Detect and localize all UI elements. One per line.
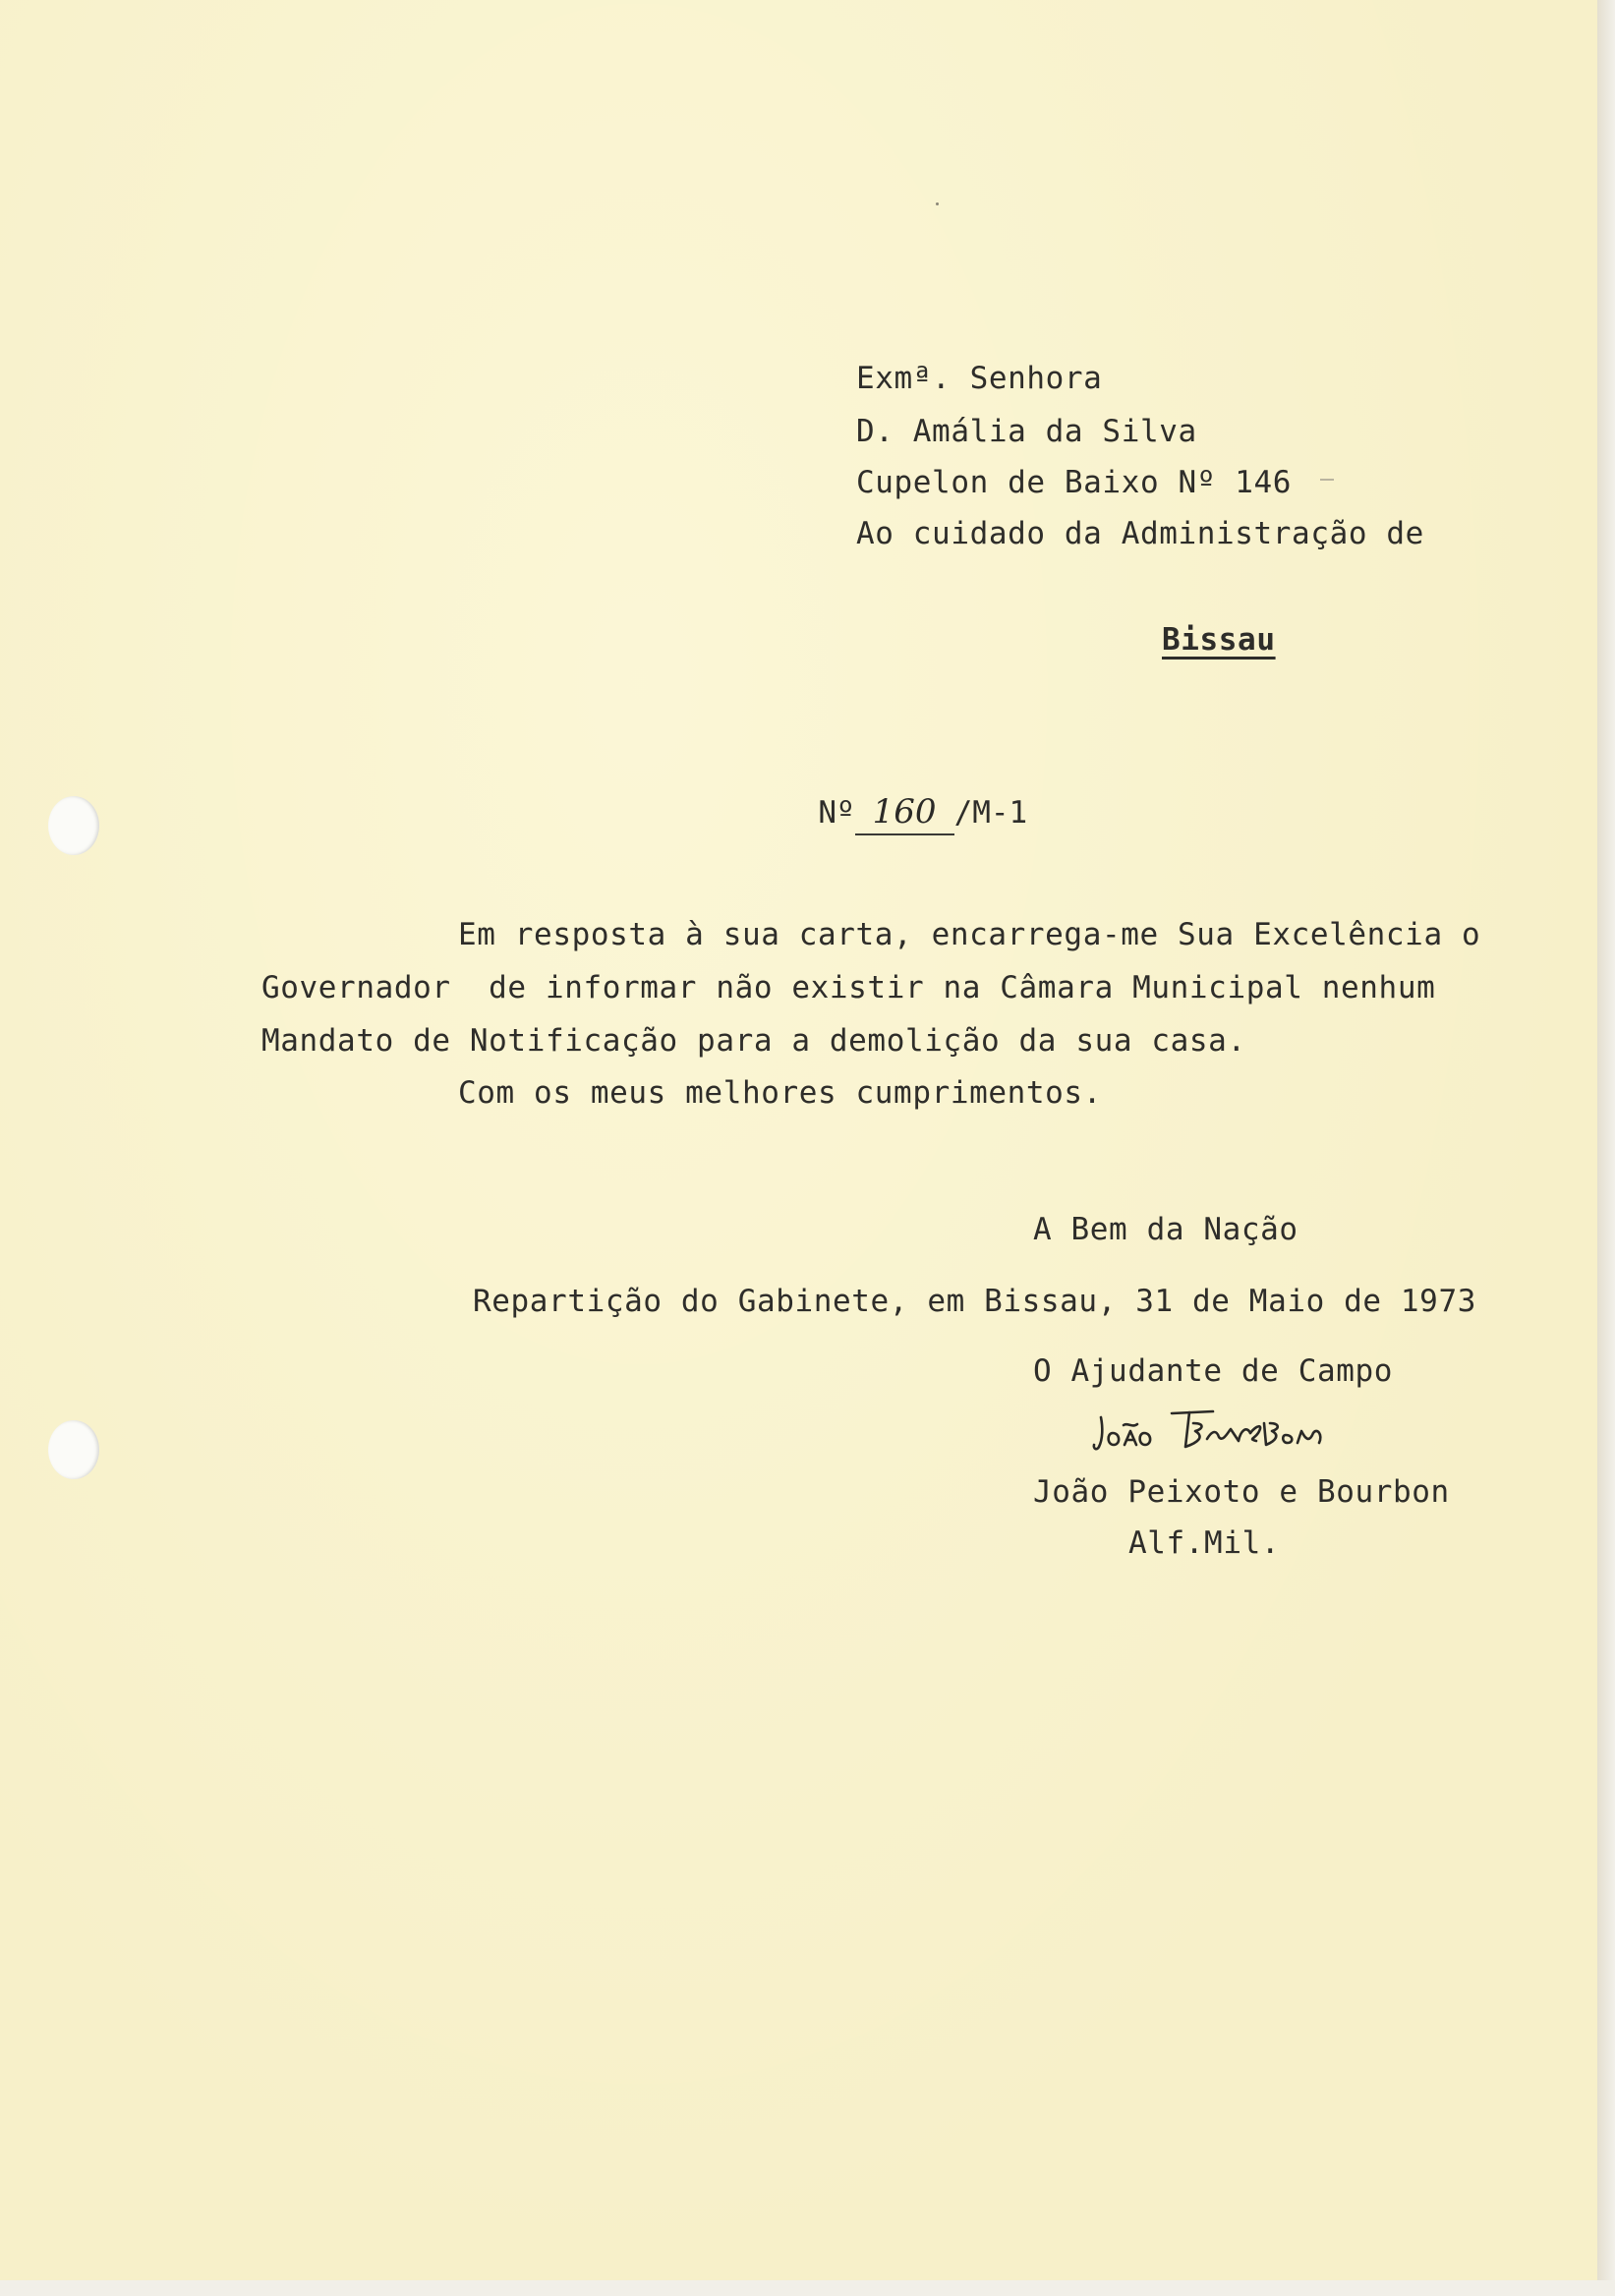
reference-prefix: Nº xyxy=(818,795,855,831)
scan-bottom-edge xyxy=(0,2280,1615,2296)
signer-rank: Alf.Mil. xyxy=(1128,1525,1281,1561)
recipient-name: D. Amália da Silva xyxy=(856,414,1197,449)
paper-speck xyxy=(936,202,939,205)
signer-name: João Peixoto e Bourbon xyxy=(1033,1474,1450,1510)
recipient-city: Bissau xyxy=(1162,622,1276,658)
closing-place-date: Repartição do Gabinete, em Bissau, 31 de Maio de 1973 xyxy=(473,1284,1476,1319)
paper-speck xyxy=(1320,479,1334,481)
scan-edge xyxy=(1597,0,1615,2296)
body-line-1: Em resposta à sua carta, encarrega-me Sua Excelência o xyxy=(458,917,1481,952)
handwritten-signature xyxy=(1091,1396,1386,1464)
reference-suffix: /M-1 xyxy=(953,795,1028,831)
closing-motto: A Bem da Nação xyxy=(1033,1212,1298,1247)
punch-hole-top xyxy=(48,796,99,855)
body-line-3: Mandato de Notificação para a demolição da sua casa. xyxy=(261,1023,1246,1059)
body-line-4: Com os meus melhores cumprimentos. xyxy=(458,1075,1102,1111)
closing-role: O Ajudante de Campo xyxy=(1033,1353,1394,1389)
recipient-address: Cupelon de Baixo Nº 146 xyxy=(856,465,1293,500)
reference-number xyxy=(781,757,1027,835)
recipient-care-of: Ao cuidado da Administração de xyxy=(856,516,1424,551)
recipient-salutation: Exmª. Senhora xyxy=(856,361,1103,396)
reference-handwritten-number: 160 xyxy=(855,792,954,835)
punch-hole-bottom xyxy=(48,1420,99,1479)
body-line-2: Governador de informar não existir na Câmara Municipal nenhum xyxy=(261,970,1436,1005)
